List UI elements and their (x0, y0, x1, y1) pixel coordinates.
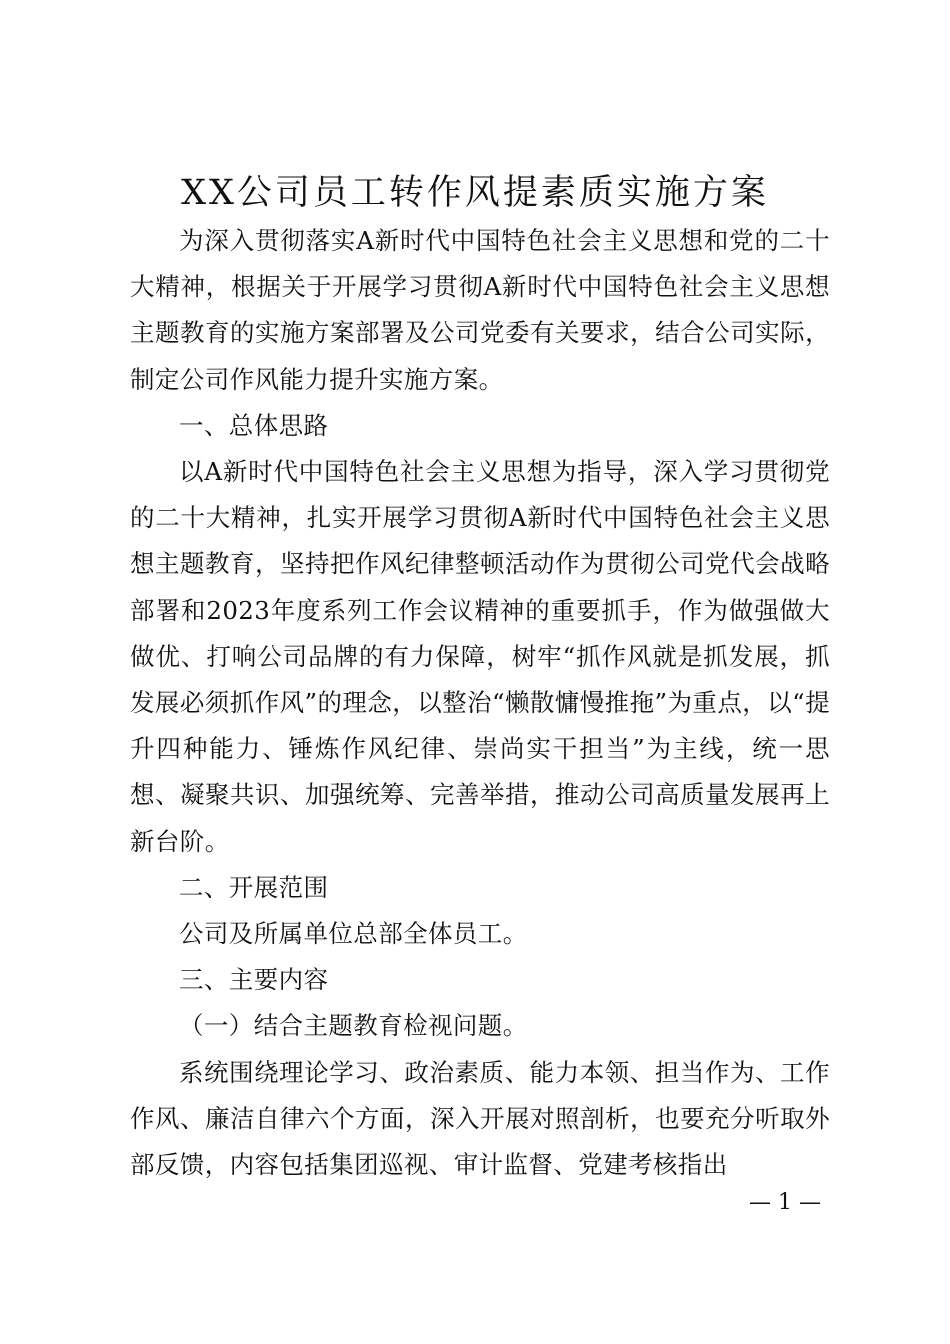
document-body (130, 218, 830, 1188)
section-paragraph-main-content: 系统围绕理论学习、政治素质、能力本领、担当作为、工作作风、廉洁自律六个方面，深入开展对照剖析，也要充分听取外部反馈，内容包括集团巡视、审计监督、党建考核指出 (130, 1057, 830, 1180)
section-heading-scope: 二、开展范围 (179, 872, 329, 902)
section-heading-overall-approach: 一、总体思路 (179, 410, 329, 440)
intro-paragraph: 为深入贯彻落实A新时代中国特色社会主义思想和党的二十大精神，根据关于开展学习贯彻A新时代中国特色社会主义思想主题教育的实施方案部署及公司党委有关要求，结合公司实际，制定公司作风能力提升实施方案。 (130, 226, 830, 394)
page-number: — 1 — (749, 1190, 821, 1215)
subsection-heading-review-issues: （一）结合主题教育检视问题。 (179, 1011, 528, 1041)
section-paragraph-overall-approach: 以A新时代中国特色社会主义思想为指导，深入学习贯彻党的二十大精神，扎实开展学习贯彻A新时代中国特色社会主义思想主题教育，坚持把作风纪律整顿活动作为贯彻公司党代会战略部署和2023年度系列工作会议精神的重要抓手，作为做强做大做优、打响公司品牌的有力保障，树牢“抓作风就是抓发展，抓发展必须抓作风”的理念，以整治“懒散慵慢推拖”为重点，以“提升四种能力、锤炼作风纪律、崇尚实干担当”为主线，统一思想、凝聚共识、加强统筹、完善举措，推动公司高质量发展再上新台阶。 (130, 457, 830, 856)
section-heading-main-content: 三、主要内容 (179, 965, 329, 995)
section-paragraph-scope: 公司及所属单位总部全体员工。 (179, 919, 528, 949)
document-title: XX公司员工转作风提素质实施方案 (181, 173, 769, 213)
